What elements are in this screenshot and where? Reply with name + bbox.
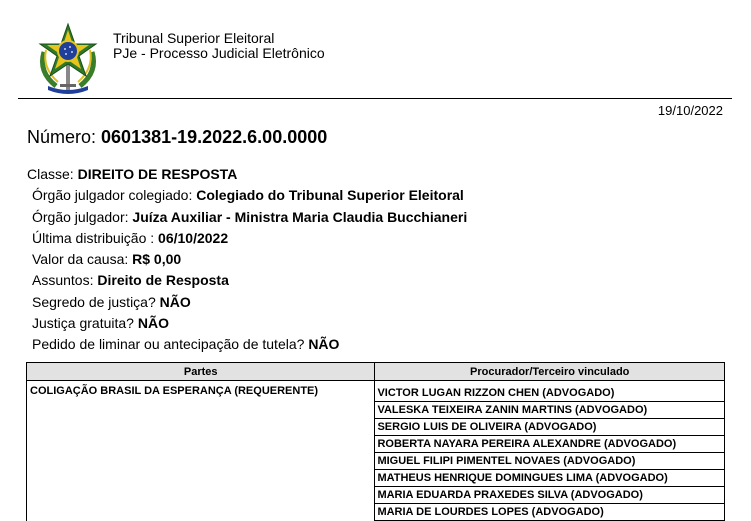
- field-value: 06/10/2022: [158, 230, 228, 246]
- field-label: Assuntos:: [32, 272, 97, 288]
- system-name: PJe - Processo Judicial Eletrônico: [113, 46, 325, 61]
- list-item: MIGUEL FILIPI PIMENTEL NOVAES (ADVOGADO): [375, 453, 724, 470]
- list-item: ROBERTA NAYARA PEREIRA ALEXANDRE (ADVOGADO): [375, 436, 724, 453]
- procurador-cell: [375, 381, 725, 521]
- party-cell: [27, 381, 375, 521]
- list-item: MATHEUS HENRIQUE DOMINGUES LIMA (ADVOGADO): [375, 470, 724, 487]
- field-label: Classe:: [27, 166, 78, 182]
- process-number: [27, 127, 327, 148]
- list-item: MARIA DE LOURDES LOPES (ADVOGADO): [375, 504, 724, 521]
- process-number-value: 0601381-19.2022.6.00.0000: [101, 127, 327, 147]
- field-segredo-justica: [27, 293, 467, 314]
- list-item: VICTOR LUGAN RIZZON CHEN (ADVOGADO): [375, 385, 724, 402]
- field-orgao-julgador: [27, 208, 467, 229]
- party-name: COLIGAÇÃO BRASIL DA ESPERANÇA (REQUERENTE): [27, 381, 374, 397]
- field-label: Órgão julgador:: [32, 209, 132, 225]
- court-name: Tribunal Superior Eleitoral: [113, 31, 325, 46]
- list-item: MARIA EDUARDA PRAXEDES SILVA (ADVOGADO): [375, 487, 724, 504]
- field-assuntos: [27, 271, 467, 292]
- field-pedido-liminar: [27, 335, 467, 356]
- field-orgao-colegiado: [27, 186, 467, 207]
- document-date: 19/10/2022: [658, 103, 723, 118]
- process-fields: [27, 165, 467, 357]
- header: [113, 31, 325, 61]
- field-ultima-distribuicao: [27, 229, 467, 250]
- field-justica-gratuita: [27, 314, 467, 335]
- field-value: NÃO: [308, 336, 339, 352]
- header-procurador: Procurador/Terceiro vinculado: [375, 363, 725, 381]
- field-label: Justiça gratuita?: [32, 315, 138, 331]
- field-valor-causa: [27, 250, 467, 271]
- table-row: [27, 381, 725, 521]
- field-label: Segredo de justiça?: [32, 294, 160, 310]
- field-value: NÃO: [160, 294, 191, 310]
- field-classe: [27, 165, 467, 186]
- field-value: Direito de Resposta: [97, 272, 228, 288]
- parties-table: [26, 362, 725, 521]
- field-value: DIREITO DE RESPOSTA: [78, 166, 238, 182]
- process-number-label: Número:: [27, 127, 101, 147]
- field-label: Pedido de liminar ou antecipação de tutela?: [32, 336, 308, 352]
- header-partes: Partes: [27, 363, 375, 381]
- field-label: Órgão julgador colegiado:: [32, 187, 196, 203]
- list-item: VALESKA TEIXEIRA ZANIN MARTINS (ADVOGADO): [375, 402, 724, 419]
- table-header-row: [27, 363, 725, 381]
- procurador-list: [375, 381, 724, 521]
- field-value: Colegiado do Tribunal Superior Eleitoral: [196, 187, 464, 203]
- list-item: SERGIO LUIS DE OLIVEIRA (ADVOGADO): [375, 419, 724, 436]
- field-value: Juíza Auxiliar - Ministra Maria Claudia Bucchianeri: [132, 209, 467, 225]
- field-label: Última distribuição :: [32, 230, 158, 246]
- field-value: NÃO: [138, 315, 169, 331]
- field-value: R$ 0,00: [132, 251, 181, 267]
- header-divider: [18, 98, 732, 99]
- brasao-icon: [34, 22, 102, 94]
- field-label: Valor da causa:: [32, 251, 132, 267]
